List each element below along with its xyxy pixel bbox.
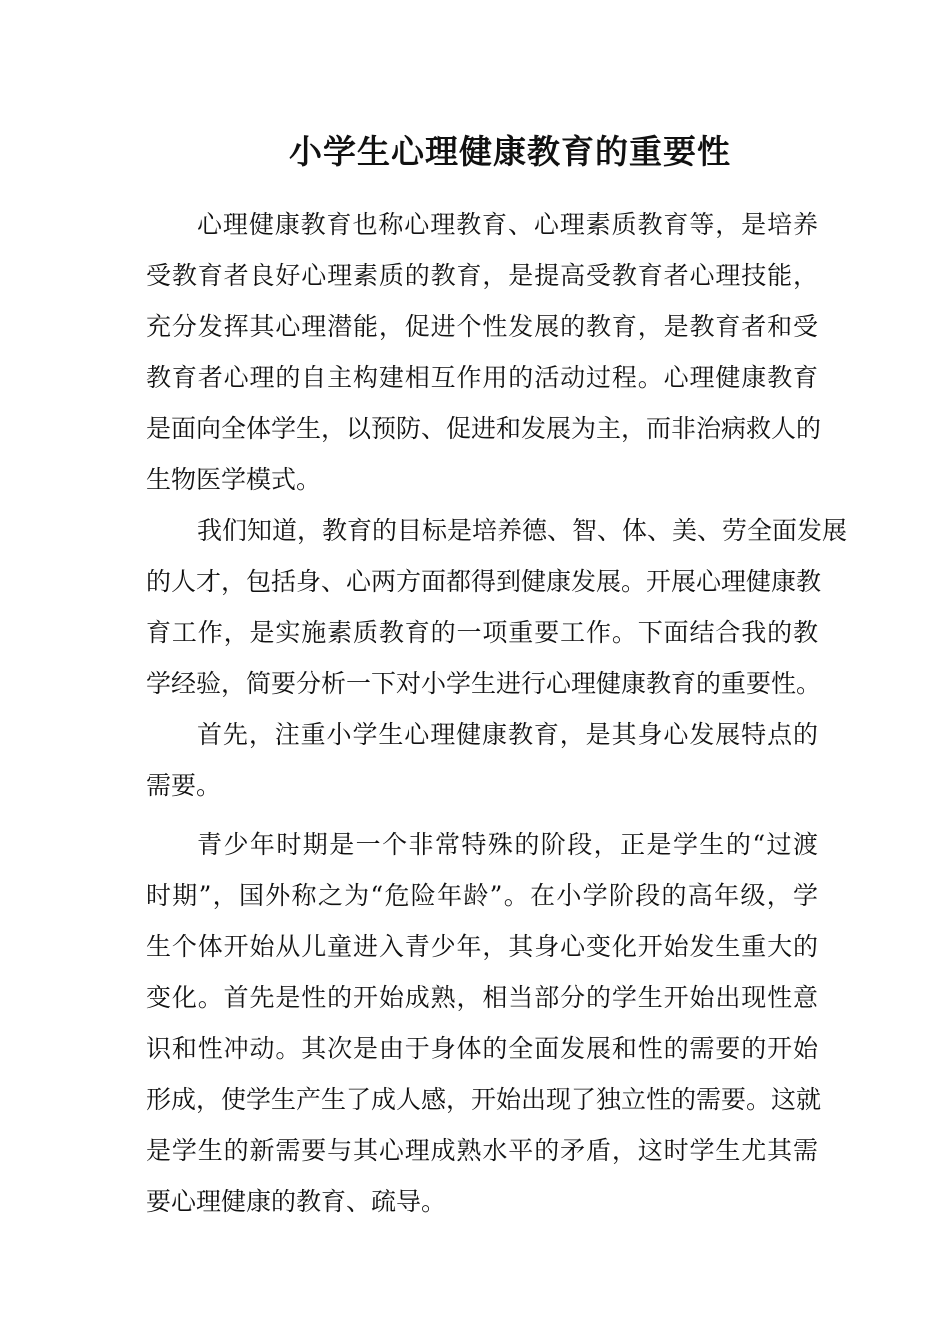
paragraph-2-line-3: 育工作，是实施素质教育的一项重要工作。下面结合我的教 — [146, 618, 818, 647]
paragraph-1-line-2: 受教育者良好心理素质的教育，是提高受教育者心理技能， — [146, 261, 818, 290]
paragraph-4-line-4: 变化。首先是性的开始成熟，相当部分的学生开始出现性意 — [146, 983, 818, 1012]
paragraph-3-line-2: 需要。 — [146, 771, 222, 800]
document-body — [146, 206, 848, 1234]
paragraph-2-line-1: 我们知道，教育的目标是培养德、智、体、美、劳全面发展 — [197, 516, 848, 545]
document-title: 小学生心理健康教育的重要性 — [289, 132, 731, 171]
paragraph-4-line-2: 时期”，国外称之为“危险年龄”。在小学阶段的高年级，学 — [146, 881, 818, 910]
paragraph-4-line-1: 青少年时期是一个非常特殊的阶段，正是学生的“过渡 — [197, 830, 818, 859]
paragraph-4-line-6: 形成，使学生产生了成人感，开始出现了独立性的需要。这就 — [146, 1085, 822, 1114]
paragraph-4-line-3: 生个体开始从儿童进入青少年，其身心变化开始发生重大的 — [146, 932, 818, 961]
paragraph-1-line-5: 是面向全体学生，以预防、促进和发展为主，而非治病救人的 — [146, 414, 822, 443]
paragraph-4-line-8: 要心理健康的教育、疏导。 — [146, 1187, 447, 1216]
paragraph-1-line-1: 心理健康教育也称心理教育、心理素质教育等，是培养 — [197, 210, 818, 239]
paragraph-4-line-5: 识和性冲动。其次是由于身体的全面发展和性的需要的开始 — [146, 1034, 818, 1063]
paragraph-3-line-1: 首先，注重小学生心理健康教育，是其身心发展特点的 — [197, 720, 818, 749]
paragraph-1-line-6: 生物医学模式。 — [146, 465, 322, 494]
paragraph-2-line-2: 的人才，包括身、心两方面都得到健康发展。开展心理健康教 — [146, 567, 822, 596]
paragraph-1-line-3: 充分发挥其心理潜能，促进个性发展的教育，是教育者和受 — [146, 312, 818, 341]
paragraph-4-line-7: 是学生的新需要与其心理成熟水平的矛盾，这时学生尤其需 — [146, 1136, 818, 1165]
paragraph-2-line-4: 学经验，简要分析一下对小学生进行心理健康教育的重要性。 — [146, 669, 822, 698]
paragraph-spacer — [146, 818, 818, 826]
paragraph-1-line-4: 教育者心理的自主构建相互作用的活动过程。心理健康教育 — [146, 363, 818, 392]
